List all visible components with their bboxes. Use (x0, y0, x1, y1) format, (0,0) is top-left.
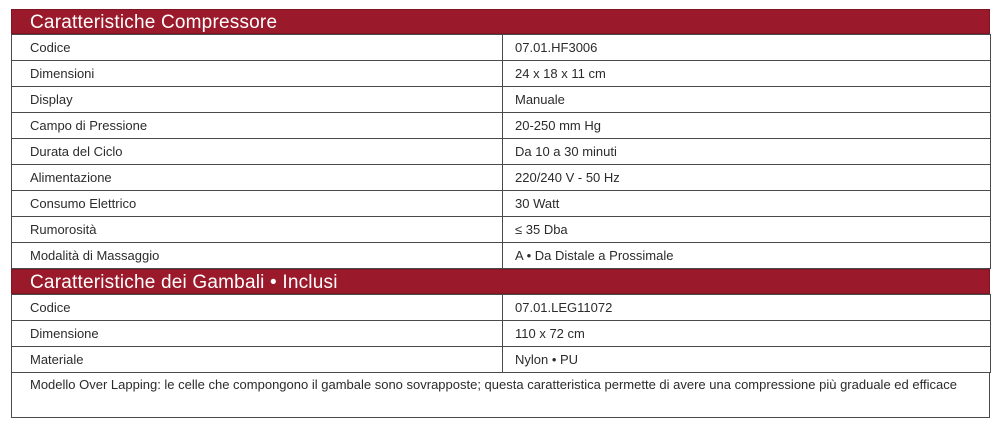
spec-label: Consumo Elettrico (12, 191, 503, 217)
spec-label: Materiale (12, 347, 503, 373)
leggings-section-title: Caratteristiche dei Gambali • Inclusi (11, 269, 990, 294)
spec-value: 24 x 18 x 11 cm (503, 61, 991, 87)
spec-label: Modalità di Massaggio (12, 243, 503, 269)
table-row (12, 347, 991, 373)
spec-value: 07.01.LEG11072 (503, 295, 991, 321)
spec-label: Codice (12, 295, 503, 321)
spec-value: 220/240 V - 50 Hz (503, 165, 991, 191)
leggings-note: Modello Over Lapping: le celle che compongono il gambale sono sovrapposte; questa caratteristica permette di avere una compressione più graduale ed efficace (11, 373, 990, 418)
spec-label: Rumorosità (12, 217, 503, 243)
spec-value: 110 x 72 cm (503, 321, 991, 347)
spec-value: 07.01.HF3006 (503, 35, 991, 61)
spec-value: Nylon • PU (503, 347, 991, 373)
table-row (12, 61, 991, 87)
table-row (12, 191, 991, 217)
spec-label: Display (12, 87, 503, 113)
table-row (12, 165, 991, 191)
table-row (12, 87, 991, 113)
spec-label: Durata del Ciclo (12, 139, 503, 165)
leggings-spec-table (11, 294, 991, 373)
table-row (12, 295, 991, 321)
compressor-spec-table (11, 34, 991, 269)
table-row (12, 217, 991, 243)
spec-label: Alimentazione (12, 165, 503, 191)
table-row (12, 321, 991, 347)
table-row (12, 35, 991, 61)
compressor-section-title: Caratteristiche Compressore (11, 9, 990, 34)
spec-value: Manuale (503, 87, 991, 113)
spec-label: Dimensioni (12, 61, 503, 87)
spec-value: 20-250 mm Hg (503, 113, 991, 139)
spec-label: Dimensione (12, 321, 503, 347)
spec-value: ≤ 35 Dba (503, 217, 991, 243)
spec-value: A • Da Distale a Prossimale (503, 243, 991, 269)
table-row (12, 243, 991, 269)
spec-sheet (11, 9, 990, 418)
table-row (12, 139, 991, 165)
table-row (12, 113, 991, 139)
spec-label: Codice (12, 35, 503, 61)
spec-value: 30 Watt (503, 191, 991, 217)
spec-label: Campo di Pressione (12, 113, 503, 139)
spec-value: Da 10 a 30 minuti (503, 139, 991, 165)
